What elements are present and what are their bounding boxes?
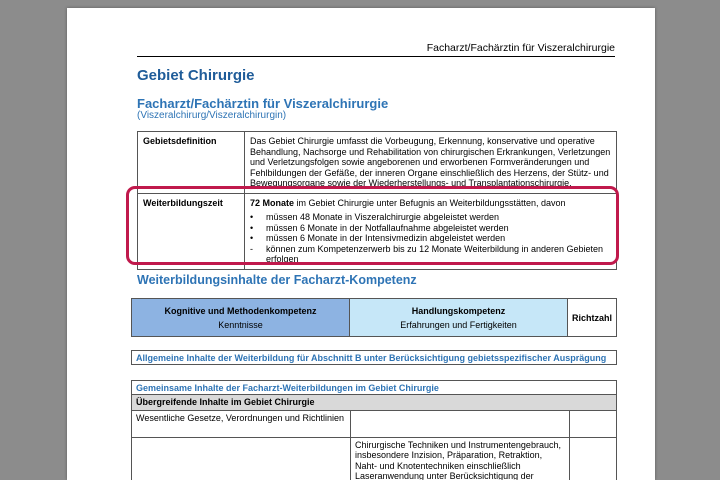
- training-list: [250, 212, 611, 265]
- action-sub: Erfahrungen und Fertigkeiten: [400, 319, 517, 330]
- table-row: [132, 437, 617, 480]
- definition-row: [138, 132, 617, 194]
- cognitive-title: Kognitive und Methodenkompetenz: [164, 305, 317, 316]
- cognitive-competence-header: [132, 299, 350, 337]
- action-competence-header: [350, 299, 568, 337]
- list-item: [250, 233, 611, 244]
- list-item-text: können zum Kompetenzerwerb bis zu 12 Monate Weiterbildung in anderen Gebieten erfolgen: [266, 243, 604, 264]
- bullet-marker: -: [250, 243, 253, 254]
- section-title: Weiterbildungsinhalte der Facharzt-Kompetenz: [137, 273, 417, 287]
- training-lead-bold: 72 Monate: [250, 197, 295, 208]
- definition-label: Gebietsdefinition: [138, 132, 245, 194]
- specialty-note: (Viszeralchirurg/Viszeralchirurgin): [137, 110, 287, 121]
- competence-header-table: [131, 298, 617, 337]
- list-item: [250, 223, 611, 234]
- training-lead-rest: im Gebiet Chirurgie unter Befugnis an Weiterbildungsstätten, davon: [294, 197, 566, 208]
- bullet-marker: •: [250, 233, 254, 243]
- table-cell: Wesentliche Gesetze, Verordnungen und Richtlinien: [132, 410, 351, 437]
- list-item-text: müssen 6 Monate in der Intensivmedizin abgeleistet werden: [266, 233, 506, 243]
- list-item-text: müssen 48 Monate in Viszeralchirurgie abgeleistet werden: [266, 212, 499, 222]
- definition-table: [137, 131, 617, 270]
- table-row: [132, 395, 617, 411]
- page-title: Gebiet Chirurgie: [137, 67, 255, 84]
- table-cell: [351, 410, 570, 437]
- common-content-bar: Gemeinsame Inhalte der Facharzt-Weiterbildungen im Gebiet Chirurgie: [131, 380, 617, 395]
- list-item: [250, 244, 611, 265]
- bullet-marker: •: [250, 212, 254, 222]
- running-header: Facharzt/Fachärztin für Viszeralchirurgie: [137, 42, 615, 57]
- competence-header-row: [132, 299, 617, 337]
- list-item-text: müssen 6 Monate in der Notfallaufnahme abgeleistet werden: [266, 222, 509, 233]
- training-label: Weiterbildungszeit: [138, 193, 245, 269]
- table-row: [132, 410, 617, 437]
- cognitive-sub: Kenntnisse: [218, 319, 263, 330]
- specialty-title: Facharzt/Fachärztin für Viszeralchirurgie: [137, 96, 389, 111]
- list-item: [250, 212, 611, 223]
- training-row: [138, 193, 617, 269]
- group-label: Übergreifende Inhalte im Gebiet Chirurgie: [132, 395, 617, 411]
- content-table: [131, 394, 617, 480]
- table-cell: [570, 410, 617, 437]
- training-text: [245, 193, 617, 269]
- action-title: Handlungskompetenz: [411, 305, 506, 316]
- guide-number-header: Richtzahl: [568, 299, 617, 337]
- table-cell: Chirurgische Techniken und Instrumentengebrauch, insbesondere Inzision, Präparation, Retraktion, Naht- und Knotentechniken einschließlich Laseranwendung unter Berücksichtigung der: [351, 437, 570, 480]
- training-lead: [250, 198, 611, 209]
- document-page: [67, 8, 655, 480]
- table-cell: [570, 437, 617, 480]
- definition-text: Das Gebiet Chirurgie umfasst die Vorbeugung, Erkennung, konservative und operative Behandlung, Nachsorge und Rehabilitation von chirurgischen Erkrankungen, Verletzungen und Verletzungsfolgen sowie angeborenen und erworbenen Formveränderungen und Fehlbildungen der Gefäße, der inneren Organe einschließlich des Herzens, der Stütz- und Bewegungsorgane sowie der Wiederherstellungs- und Transplantationschirurgie.: [245, 132, 617, 194]
- table-cell: [132, 437, 351, 480]
- general-content-bar: Allgemeine Inhalte der Weiterbildung für Abschnitt B unter Berücksichtigung gebietsspezifischer Ausprägung: [131, 350, 617, 365]
- bullet-marker: •: [250, 222, 254, 233]
